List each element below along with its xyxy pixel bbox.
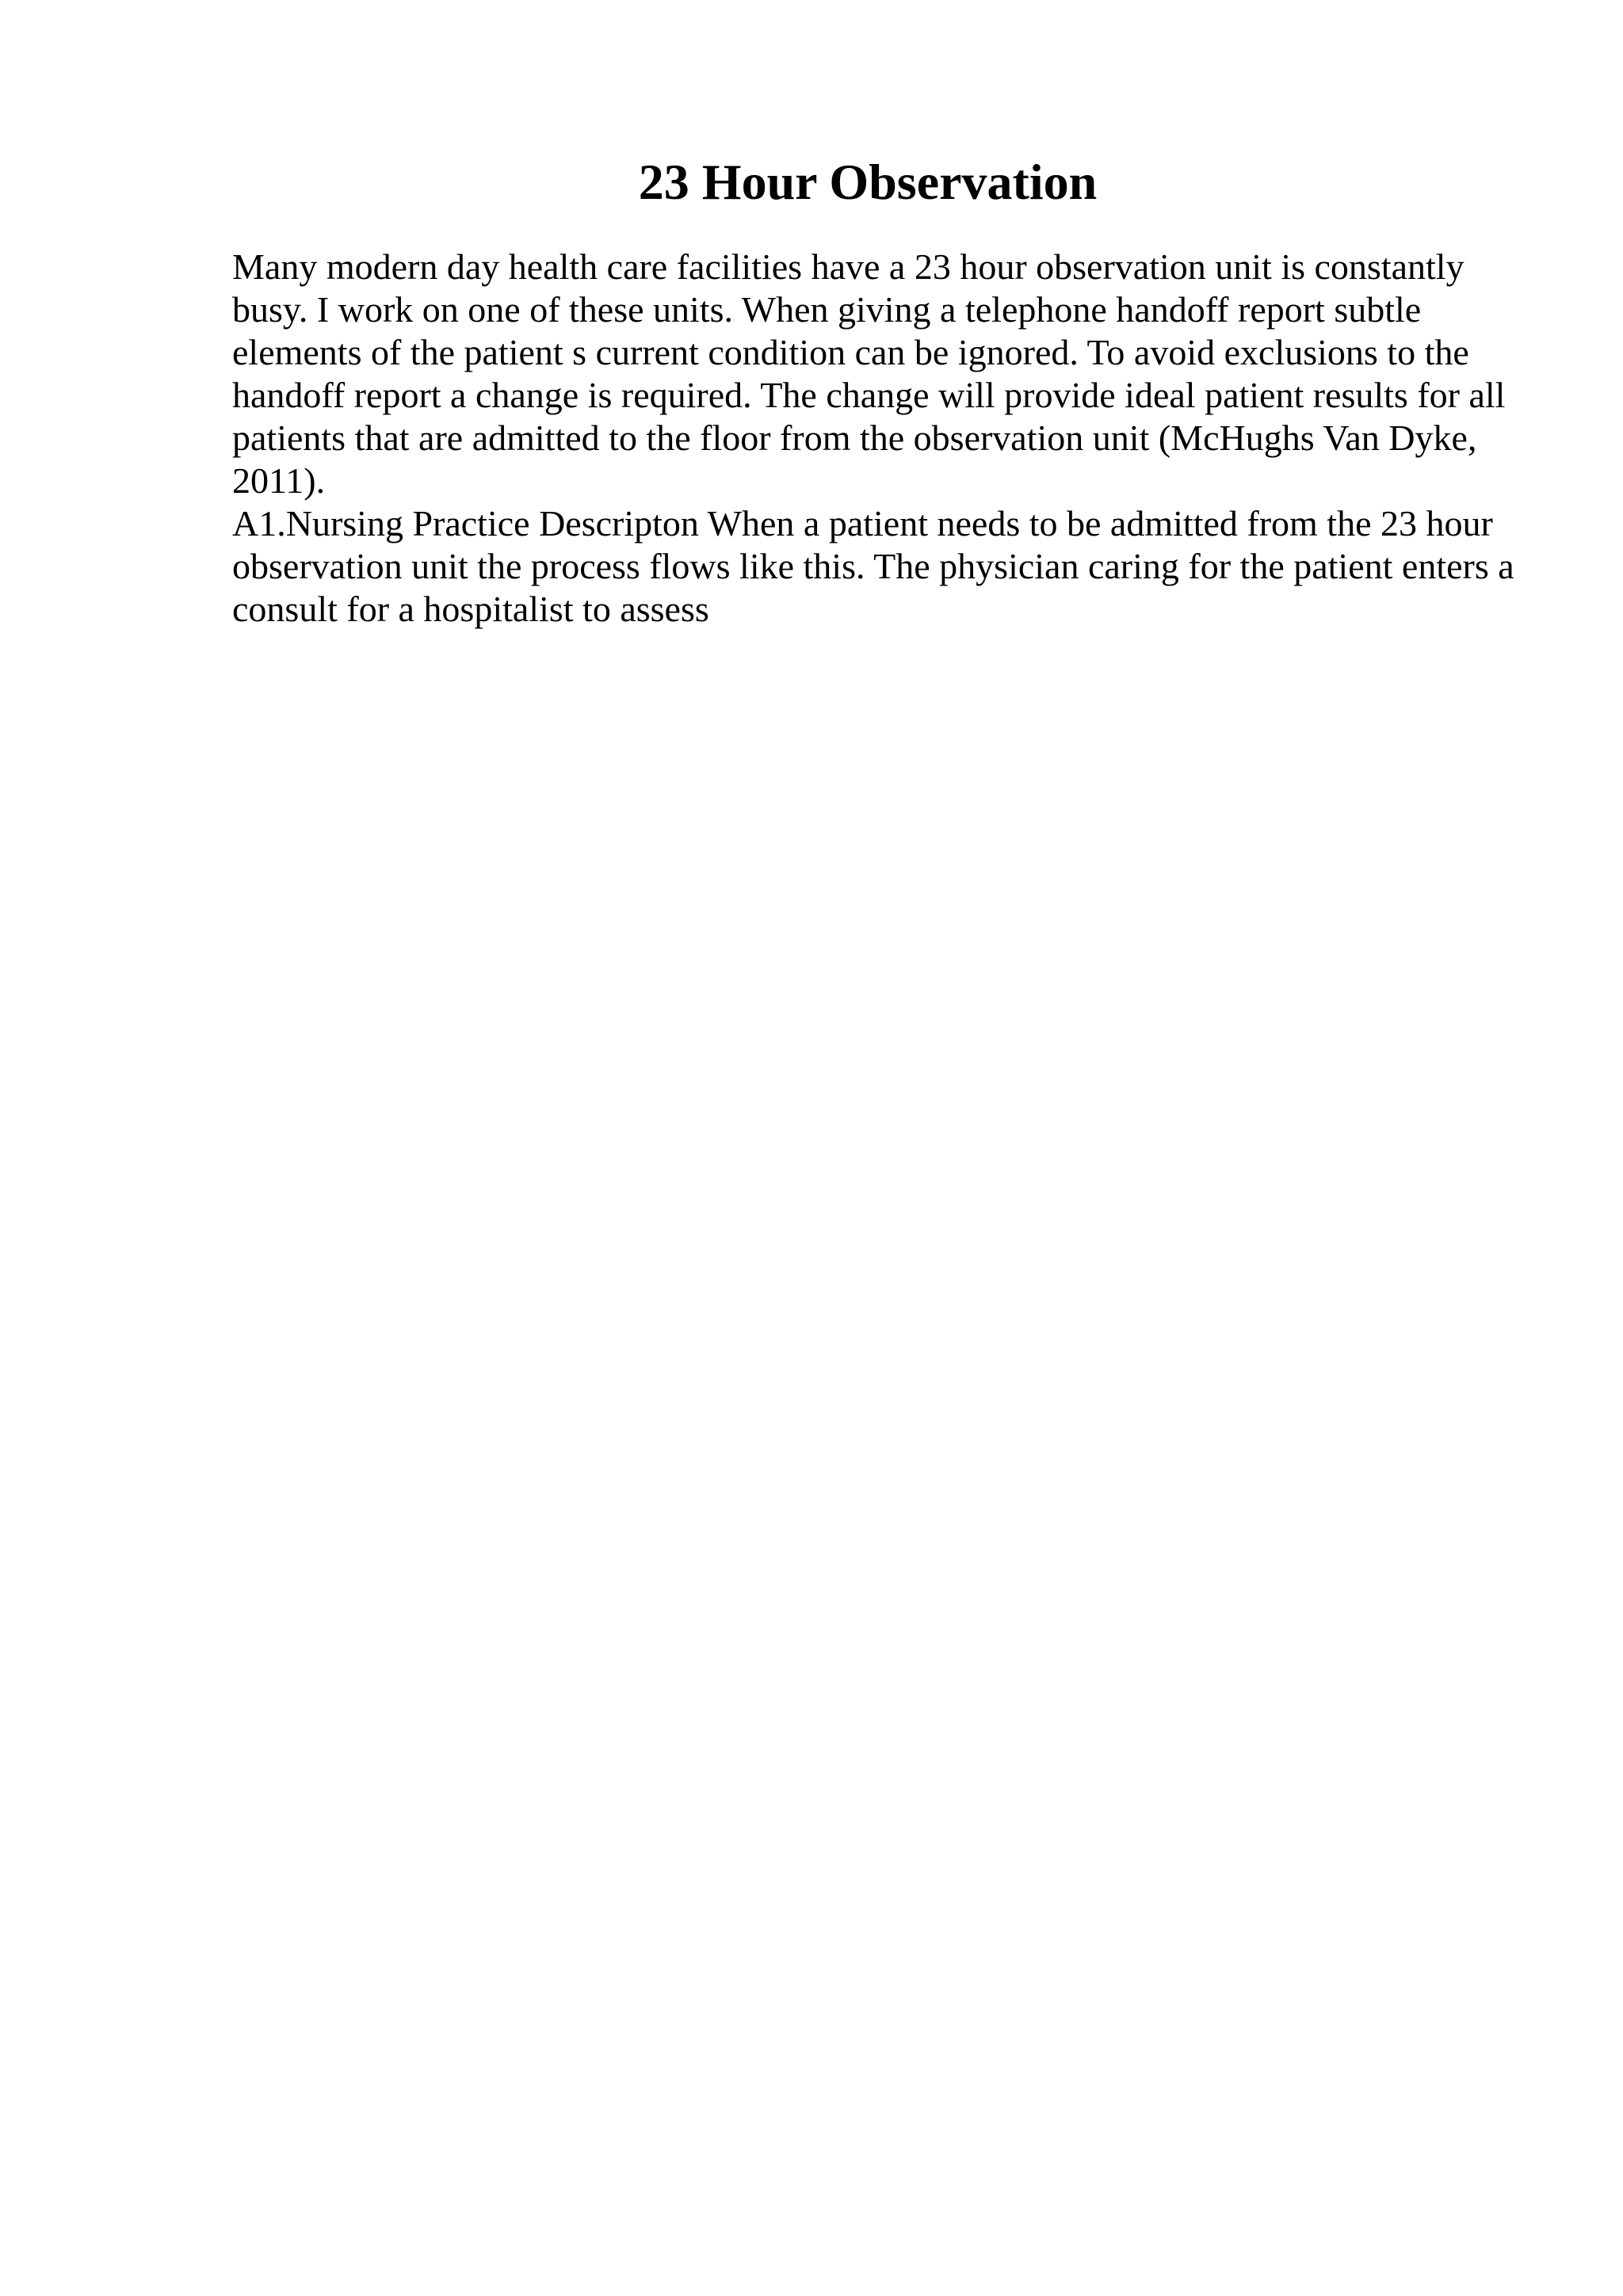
document-title: 23 Hour Observation: [638, 154, 1098, 210]
document-body: [232, 246, 1516, 631]
paragraph-nursing-practice-description: A1.Nursing Practice Descripton When a patient needs to be admitted from the 23 hour observation unit the process flows like this. The physician caring for the patient enters a consult for a hospitalist to assess: [232, 503, 1514, 629]
paragraph-introduction: Many modern day health care facilities have a 23 hour observation unit is constantly busy. I work on one of these units. When giving a telephone handoff report subtle elements of the patient s current condition can be ignored. To avoid exclusions to the handoff report a change is required. The change will provide ideal patient results for all patients that are admitted to the floor from the observation unit (McHughs Van Dyke, 2011).: [232, 246, 1506, 501]
